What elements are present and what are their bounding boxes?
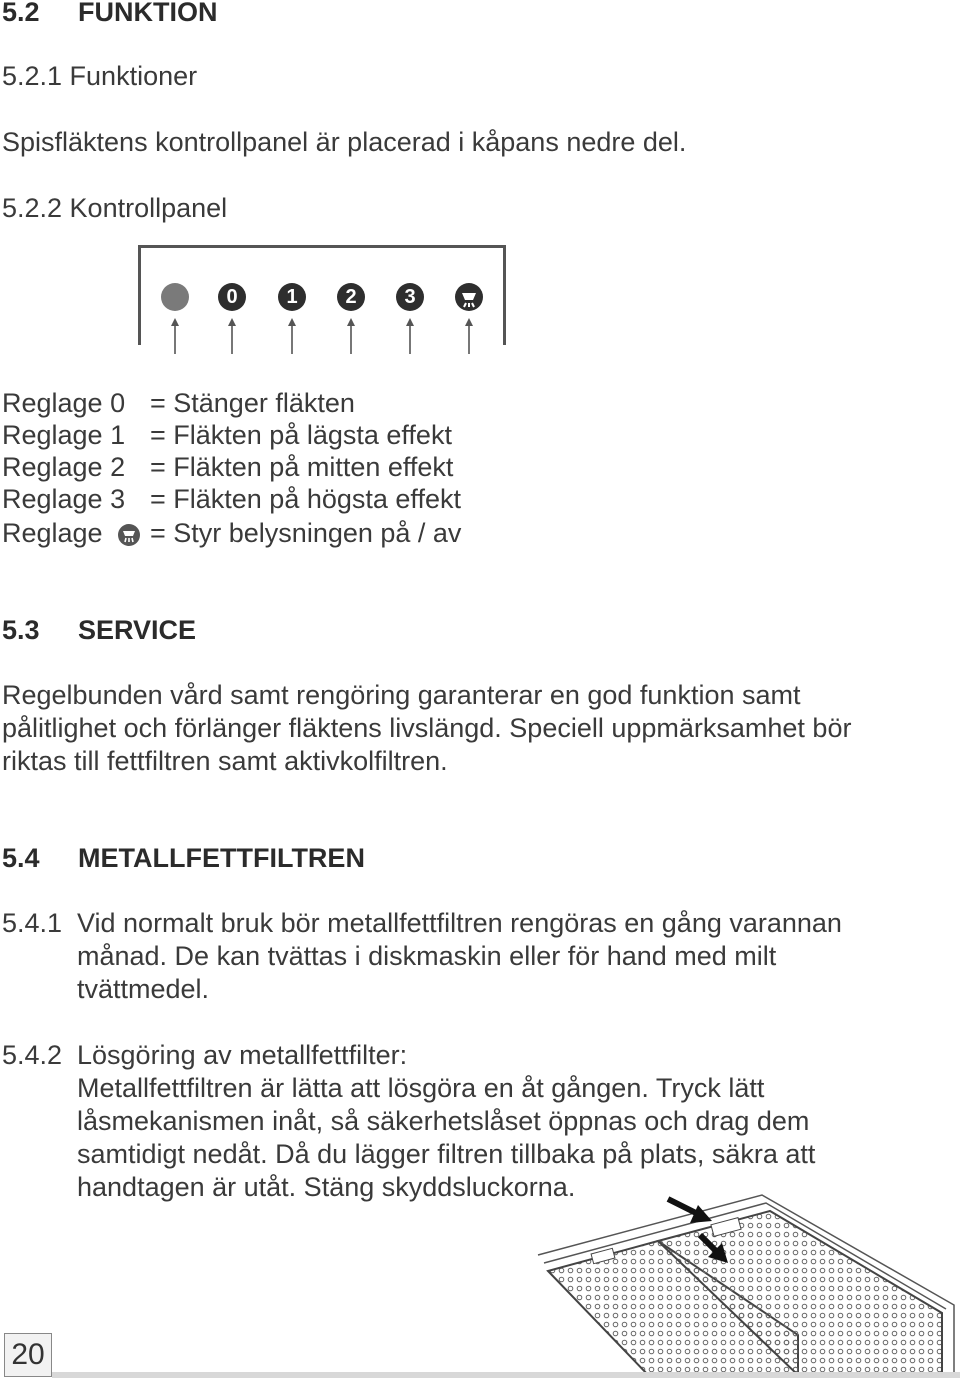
- arrow-up-icon: [465, 318, 473, 326]
- intro-text: Spisfläktens kontrollpanel är placerad i kåpans nedre del.: [2, 127, 687, 157]
- section-5-4-title: METALLFETTFILTREN: [78, 843, 365, 873]
- pointer-line: [231, 326, 233, 354]
- section-5-2-title: FUNKTION: [78, 0, 218, 27]
- pointer-line: [350, 326, 352, 354]
- control-description: = Fläkten på lägsta effekt: [150, 420, 452, 450]
- control-description: = Stänger fläkten: [150, 388, 355, 418]
- item-5-4-2-number: 5.4.2: [2, 1040, 63, 1070]
- control-description: = Fläkten på högsta effekt: [150, 484, 461, 514]
- light-icon: [118, 524, 140, 546]
- pointer-line: [468, 326, 470, 354]
- item-5-4-1-line: månad. De kan tvättas i diskmaskin eller för hand med milt: [77, 941, 777, 971]
- arrow-up-icon: [406, 318, 414, 326]
- section-5-3-title: SERVICE: [78, 615, 197, 645]
- pointer-line: [174, 326, 176, 354]
- panel-button-2: 2: [337, 283, 365, 311]
- power-indicator-icon: [161, 283, 189, 311]
- lamp-icon: [118, 524, 140, 546]
- item-5-4-2-line: låsmekanismen inåt, så säkerhetslåset öppnas och drag dem: [77, 1106, 810, 1136]
- panel-button-3: 3: [396, 283, 424, 311]
- item-5-4-2-line: Metallfettfiltren är lätta att lösgöra en åt gången. Tryck lätt: [77, 1073, 765, 1103]
- lamp-icon: [455, 283, 483, 311]
- item-5-4-2-line: samtidigt nedåt. Då du lägger filtren tillbaka på plats, säkra att: [77, 1139, 816, 1169]
- arrow-up-icon: [288, 318, 296, 326]
- control-label: Reglage 1: [2, 420, 126, 450]
- subheading-kontrollpanel: 5.2.2 Kontrollpanel: [2, 193, 228, 223]
- item-5-4-1-line: Vid normalt bruk bör metallfettfiltren rengöras en gång varannan: [77, 908, 842, 938]
- item-5-4-1-number: 5.4.1: [2, 908, 63, 938]
- light-button-icon: [455, 283, 483, 311]
- panel-button-1: 1: [278, 283, 306, 311]
- panel-button-0: 0: [218, 283, 246, 311]
- control-description: = Fläkten på mitten effekt: [150, 452, 454, 482]
- service-text-line: riktas till fettfiltren samt aktivkolfiltren.: [2, 746, 448, 776]
- arrow-icon: [668, 1199, 712, 1223]
- metal-grease-filter-illustration: [530, 1185, 958, 1377]
- service-text-line: Regelbunden vård samt rengöring garanterar en god funktion samt: [2, 680, 801, 710]
- control-panel-frame: [138, 245, 506, 345]
- service-text-line: pålitlighet och förlänger fläktens livslängd. Speciell uppmärksamhet bör: [2, 713, 852, 743]
- arrow-up-icon: [347, 318, 355, 326]
- control-label: Reglage 0: [2, 388, 126, 418]
- page-number: 20: [4, 1333, 52, 1377]
- section-5-4-number: 5.4: [2, 843, 40, 873]
- section-5-2-number: 5.2: [2, 0, 40, 27]
- footer-bar: [52, 1372, 960, 1378]
- control-label: Reglage: [2, 518, 103, 548]
- pointer-line: [291, 326, 293, 354]
- control-label: Reglage 2: [2, 452, 126, 482]
- pointer-line: [409, 326, 411, 354]
- subheading-funktioner: 5.2.1 Funktioner: [2, 61, 198, 91]
- arrow-up-icon: [171, 318, 179, 326]
- control-label: Reglage 3: [2, 484, 126, 514]
- item-5-4-2-line: handtagen är utåt. Stäng skyddsluckorna.: [77, 1172, 576, 1202]
- item-5-4-1-line: tvättmedel.: [77, 974, 210, 1004]
- item-5-4-2-line: Lösgöring av metallfettfilter:: [77, 1040, 408, 1070]
- arrow-up-icon: [228, 318, 236, 326]
- control-description: = Styr belysningen på / av: [150, 518, 462, 548]
- section-5-3-number: 5.3: [2, 615, 40, 645]
